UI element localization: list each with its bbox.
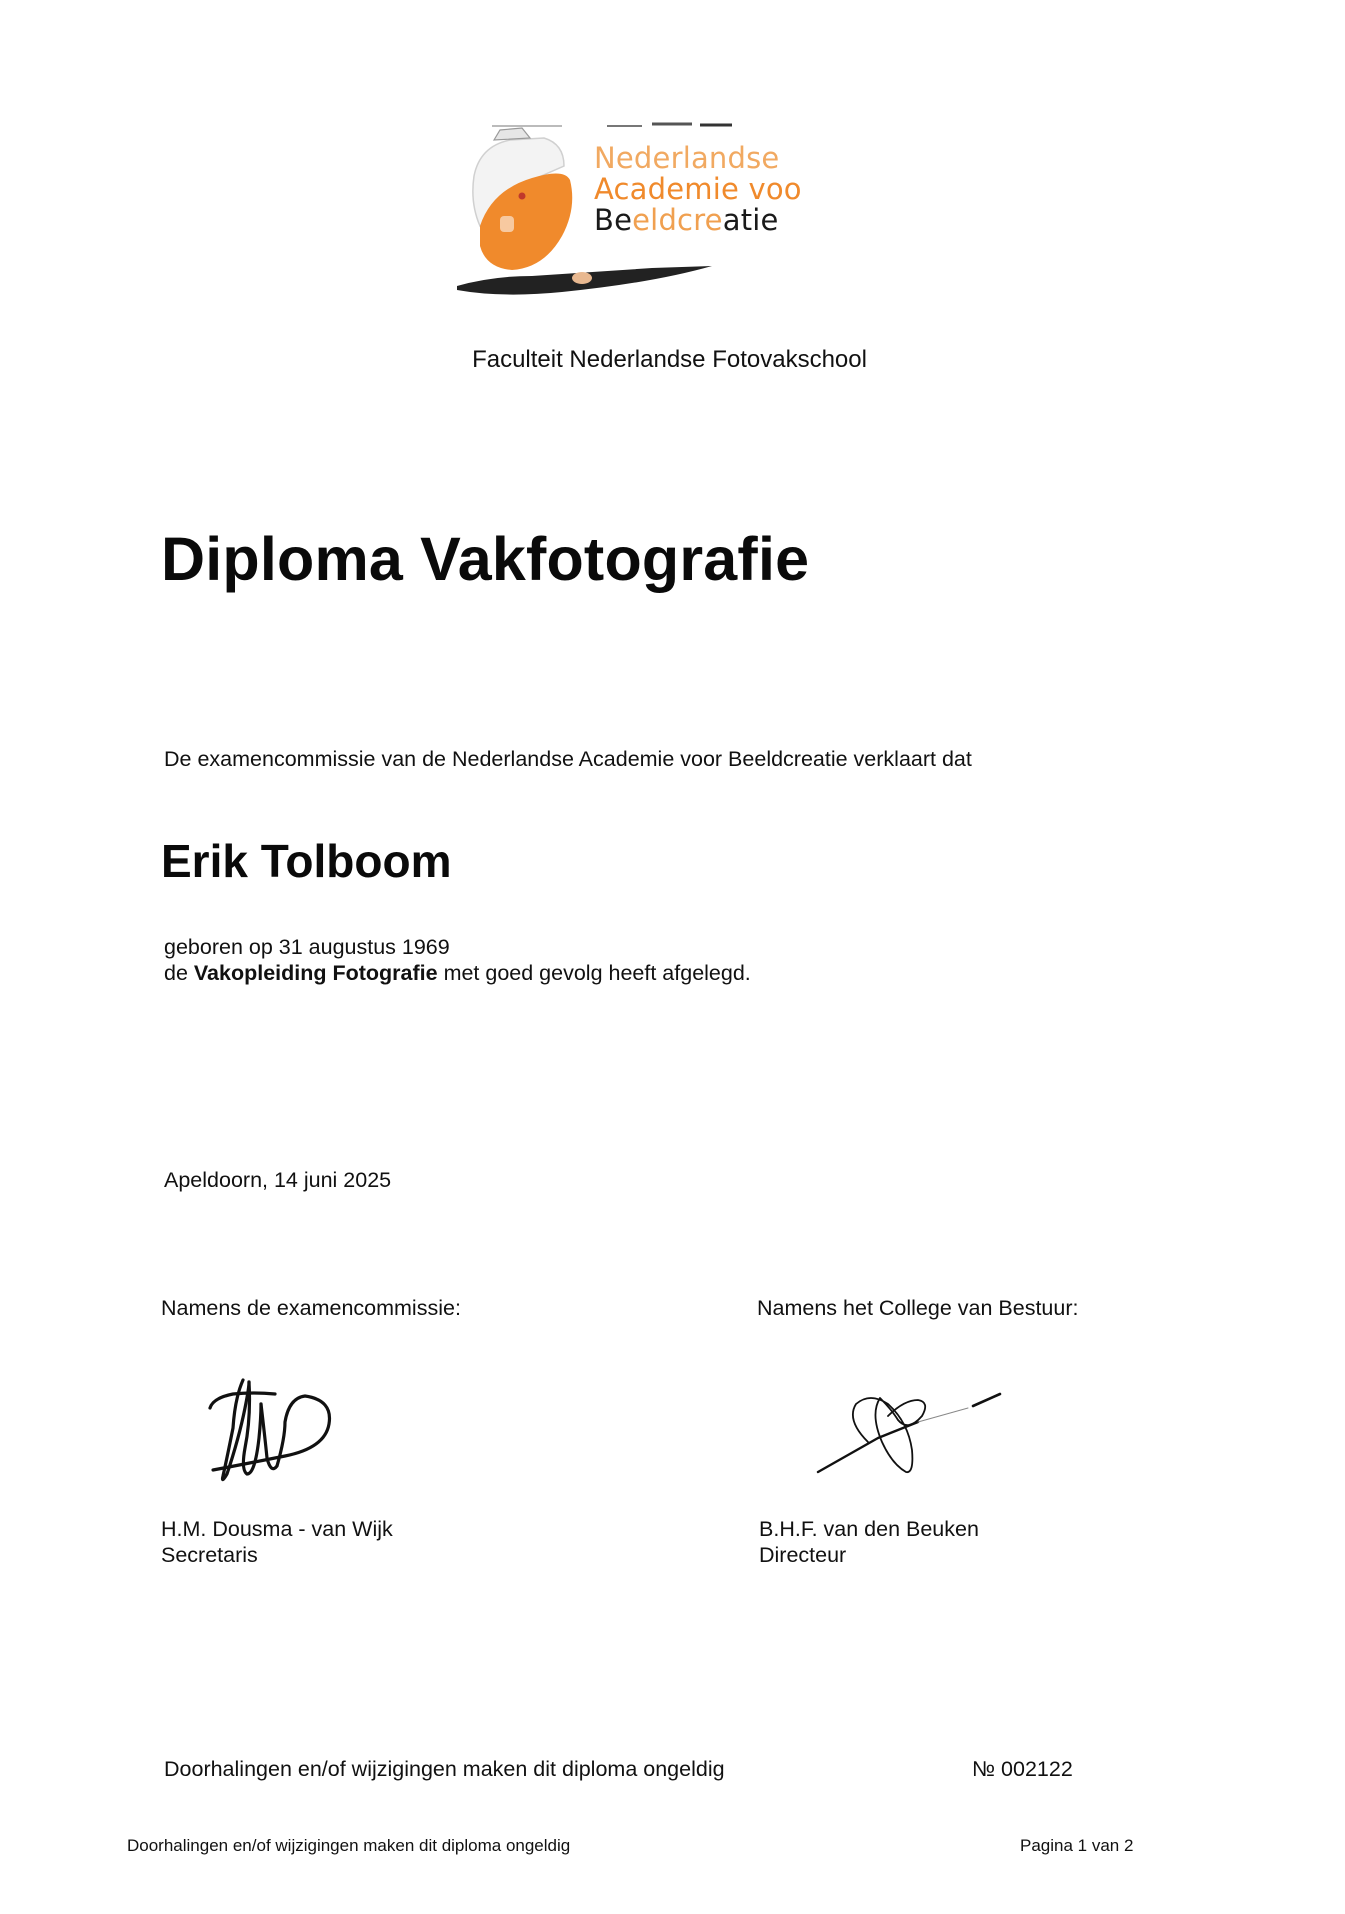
declaration-text: De examencommissie van de Nederlandse Academie voor Beeldcreatie verklaart dat	[164, 747, 972, 771]
signer-director	[759, 1516, 979, 1568]
completion-line: de Vakopleiding Fotografie met goed gevolg heeft afgelegd.	[164, 961, 751, 985]
on-behalf-board: Namens het College van Bestuur:	[757, 1296, 1079, 1320]
recipient-name: Erik Tolboom	[161, 835, 452, 887]
logo-wordmark	[594, 143, 802, 236]
handwritten-signature-icon	[808, 1390, 1008, 1480]
signer-role: Directeur	[759, 1543, 847, 1567]
recipient-details	[164, 934, 751, 986]
program-name: Vakopleiding Fotografie	[193, 961, 438, 985]
faculty-name: Faculteit Nederlandse Fotovakschool	[472, 346, 867, 373]
signer-secretary	[161, 1516, 393, 1568]
signer-name: B.H.F. van den Beuken	[759, 1517, 979, 1541]
academy-logo	[452, 118, 822, 303]
logo-line-1: Nederlandse	[594, 141, 780, 175]
diploma-title: Diploma Vakfotografie	[161, 525, 810, 593]
on-behalf-exam-committee: Namens de examencommissie:	[161, 1296, 461, 1320]
logo-line-3: Beeldcreatie	[594, 203, 779, 237]
footer-warning: Doorhalingen en/of wijzigingen maken dit diploma ongeldig	[127, 1836, 571, 1855]
signature-director	[808, 1390, 1008, 1480]
diploma-serial-number: № 002122	[972, 1757, 1073, 1781]
logo-line-2: Academie voo	[594, 172, 802, 206]
signer-name: H.M. Dousma - van Wijk	[161, 1517, 393, 1541]
signature-secretary	[205, 1378, 335, 1488]
handwritten-signature-icon	[205, 1378, 335, 1488]
validity-warning: Doorhalingen en/of wijzigingen maken dit diploma ongeldig	[164, 1757, 725, 1781]
signer-role: Secretaris	[161, 1543, 258, 1567]
birth-line: geboren op 31 augustus 1969	[164, 935, 450, 959]
place-and-date: Apeldoorn, 14 juni 2025	[164, 1168, 392, 1192]
page-indicator: Pagina 1 van 2	[1020, 1836, 1134, 1855]
